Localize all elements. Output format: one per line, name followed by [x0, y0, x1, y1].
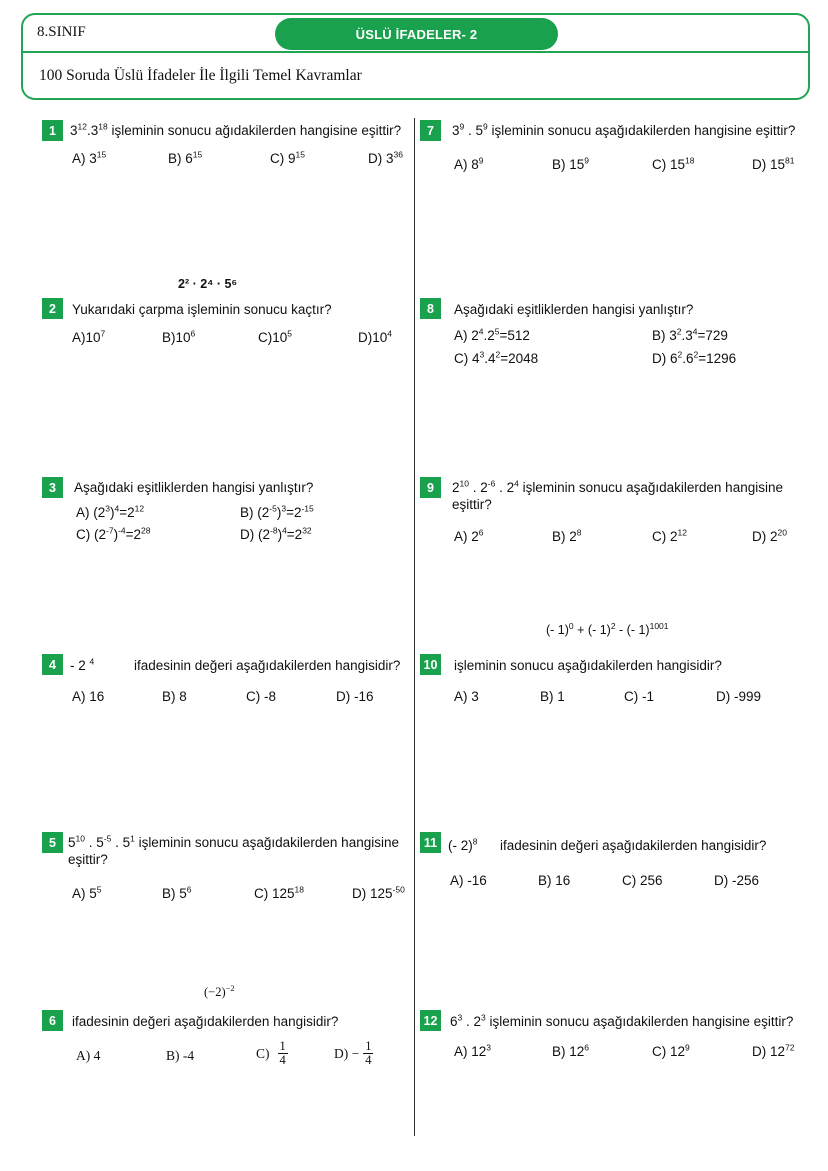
question-text-9: $2^{10}$ . $2^{-6}$ . $2^4$ işleminin sonucu aşağıdakilerden hangisine: [452, 478, 783, 495]
question-text-11: ifadesinin değeri aşağıdakilerden hangisidir?: [500, 838, 767, 853]
option-7b[interactable]: B) $15^9$: [552, 155, 590, 172]
option-7d[interactable]: D) $15^{81}$: [752, 155, 795, 172]
option-4b[interactable]: B) 8: [162, 689, 187, 704]
option-9a[interactable]: A) $2^6$: [454, 527, 484, 544]
option-6a[interactable]: A) 4: [76, 1048, 101, 1063]
option-2d[interactable]: $D)10^4$: [358, 328, 392, 345]
column-divider: [414, 118, 415, 1136]
question-text-7: $3^9$ . $5^9$ işleminin sonucu aşağıdakilerden hangisine eşittir?: [452, 121, 796, 138]
option-5d[interactable]: D) $125^{-50}$: [352, 884, 405, 901]
option-9c[interactable]: C) $2^{12}$: [652, 527, 687, 544]
question-text-6: ifadesinin değeri aşağıdakilerden hangisidir?: [72, 1014, 339, 1029]
option-2b[interactable]: $B)10^6$: [162, 328, 196, 345]
option-1c[interactable]: C) $9^{15}$: [270, 149, 305, 166]
question-number-5: 5: [42, 832, 63, 853]
question-text-12: $6^3$ . $2^3$ işleminin sonucu aşağıdakilerden hangisine eşittir?: [450, 1012, 794, 1029]
question-expression-10: (- 1)$^0$ + (- 1)$^2$ - (- 1)$^{1001}$: [546, 620, 669, 637]
option-3b[interactable]: B) $(2^{-5})^3=2^{-15}$: [240, 503, 314, 520]
question-text-2: Yukarıdaki çarpma işleminin sonucu kaçtır?: [72, 302, 332, 317]
option-1a[interactable]: A) $3^{15}$: [72, 149, 107, 166]
question-number-3: 3: [42, 477, 63, 498]
option-12c[interactable]: C) $12^9$: [652, 1042, 690, 1059]
option-4c[interactable]: C) -8: [246, 689, 276, 704]
option-10c[interactable]: C) -1: [624, 689, 654, 704]
option-12d[interactable]: D) $12^{72}$: [752, 1042, 795, 1059]
option-11c[interactable]: C) 256: [622, 873, 663, 888]
fraction-6d: $\frac{1}{4}$: [365, 1039, 372, 1067]
option-11a[interactable]: A) -16: [450, 873, 487, 888]
question-number-6: 6: [42, 1010, 63, 1031]
option-3c[interactable]: C) $(2^{-7})^{-4}=2^{28}$: [76, 525, 151, 542]
question-number-9: 9: [420, 477, 441, 498]
header-box: [21, 13, 810, 100]
option-6c[interactable]: C) $\frac{1}{4}$: [256, 1039, 286, 1067]
option-9b[interactable]: B) $2^8$: [552, 527, 582, 544]
option-10d[interactable]: D) -999: [716, 689, 762, 704]
option-10a[interactable]: A) 3: [454, 689, 479, 704]
question-number-7: 7: [420, 120, 441, 141]
question-number-8: 8: [420, 298, 441, 319]
option-7c[interactable]: C) $15^{18}$: [652, 155, 695, 172]
question-text-1: $3^{12}.3^{18}$ işleminin sonucu ağıdakilerden hangisine eşittir?: [70, 121, 402, 138]
option-1b[interactable]: B) $6^{15}$: [168, 149, 203, 166]
option-2c[interactable]: $C)10^5$: [258, 328, 292, 345]
page-subtitle: 100 Soruda Üslü İfadeler İle İlgili Temel Kavramlar: [39, 67, 362, 84]
question-expression-6: $(-2)^{-2}$: [204, 982, 235, 999]
option-12a[interactable]: A) $12^3$: [454, 1042, 492, 1059]
option-4d[interactable]: D) -16: [336, 689, 374, 704]
question-expression-2: 2² · 2⁴ · 5⁶: [178, 277, 238, 291]
question-text-5: $5^{10}$ . $5^{-5}$ . $5^1$ işleminin sonucu aşağıdakilerden hangisine: [68, 833, 399, 850]
option-6d[interactable]: D) − $\frac{1}{4}$: [334, 1039, 372, 1067]
question-number-1: 1: [42, 120, 63, 141]
option-5b[interactable]: B) $5^6$: [162, 884, 192, 901]
option-8b[interactable]: B) $3^2.3^4=729$: [652, 326, 728, 343]
option-6b[interactable]: B) -4: [166, 1048, 195, 1063]
question-number-10: 10: [420, 654, 441, 675]
question-text-3: Aşağıdaki eşitliklerden hangisi yanlıştır?: [74, 480, 314, 495]
question-number-2: 2: [42, 298, 63, 319]
option-4a[interactable]: A) 16: [72, 689, 105, 704]
grade-label: 8.SINIF: [37, 24, 86, 40]
question-expression-11: (- 2)$^8$: [448, 836, 478, 853]
option-11b[interactable]: B) 16: [538, 873, 571, 888]
question-text-10: işleminin sonucu aşağıdakilerden hangisidir?: [454, 658, 722, 673]
option-5a[interactable]: A) $5^5$: [72, 884, 102, 901]
option-8c[interactable]: C) $4^3.4^2=2048$: [454, 349, 539, 366]
question-number-4: 4: [42, 654, 63, 675]
option-8d[interactable]: D) $6^2.6^2=1296$: [652, 349, 737, 366]
option-8a[interactable]: A) $2^4.2^5=512$: [454, 326, 530, 343]
option-1d[interactable]: D) $3^{36}$: [368, 149, 403, 166]
question-text-8: Aşağıdaki eşitliklerden hangisi yanlıştır?: [454, 302, 694, 317]
option-9d[interactable]: D) $2^{20}$: [752, 527, 787, 544]
question-text-9-cont: eşittir?: [452, 497, 492, 512]
header-divider: [23, 51, 808, 53]
option-3d[interactable]: D) $(2^{-8})^4=2^{32}$: [240, 525, 312, 542]
question-number-11: 11: [420, 832, 441, 853]
option-5c[interactable]: C) $125^{18}$: [254, 884, 304, 901]
option-10b[interactable]: B) 1: [540, 689, 565, 704]
option-11d[interactable]: D) -256: [714, 873, 760, 888]
option-7a[interactable]: A) $8^9$: [454, 155, 484, 172]
fraction-6c: $\frac{1}{4}$: [279, 1039, 286, 1067]
option-3a[interactable]: A) $(2^3)^4=2^{12}$: [76, 503, 145, 520]
question-text-4: ifadesinin değeri aşağıdakilerden hangisidir?: [134, 658, 401, 673]
question-expression-4: - 2 $^4$: [70, 656, 95, 673]
question-text-5-cont: eşittir?: [68, 852, 108, 867]
page-title: ÜSLÜ İFADELER- 2: [275, 18, 558, 50]
option-2a[interactable]: $A)10^7$: [72, 328, 106, 345]
option-12b[interactable]: B) $12^6$: [552, 1042, 590, 1059]
question-number-12: 12: [420, 1010, 441, 1031]
